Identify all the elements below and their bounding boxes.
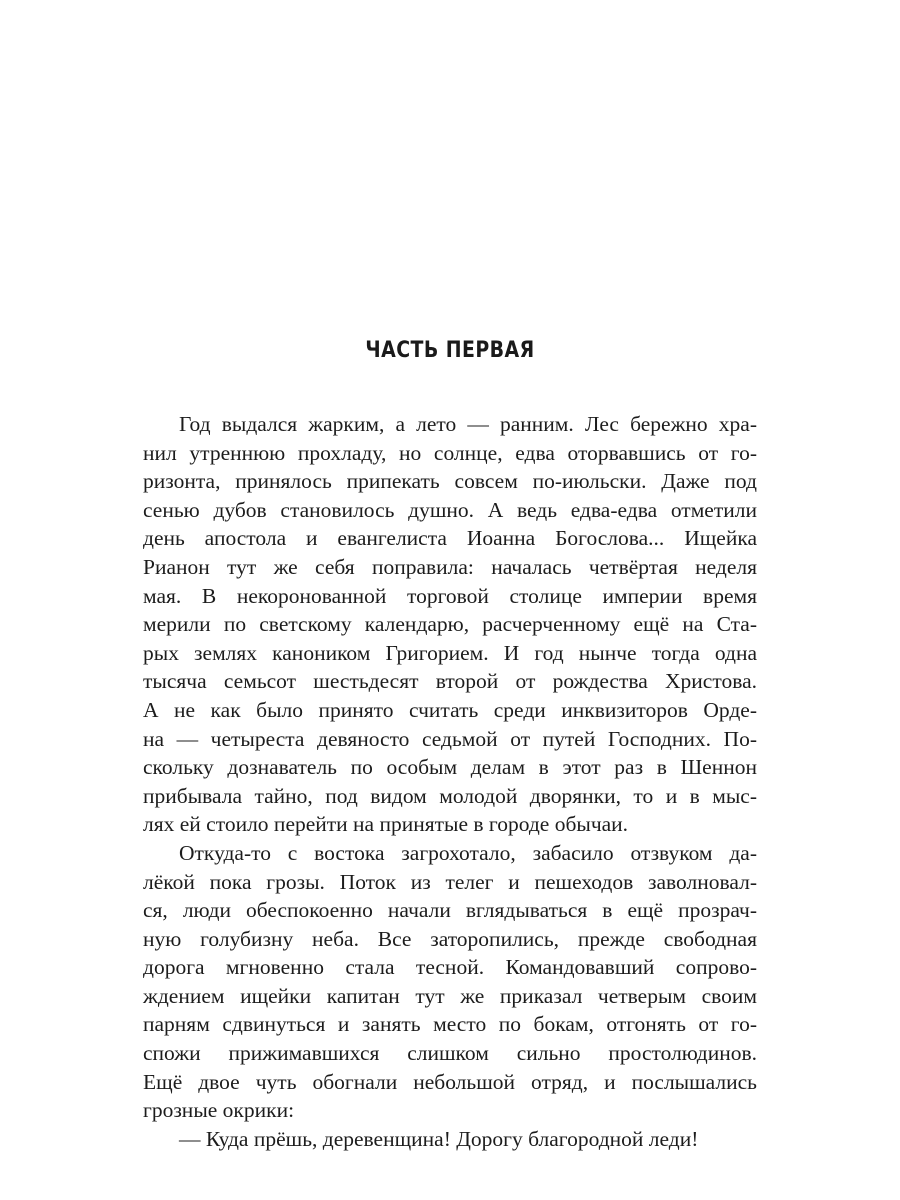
text-line: — Куда прёшь, деревенщина! Дорогу благородной леди! xyxy=(179,1126,699,1151)
text-line: прибывала тайно, под видом молодой дворянки, то и в мыс- xyxy=(143,783,757,808)
text-line: мерили по светскому календарю, расчерченному ещё на Ста- xyxy=(143,612,757,637)
text-line: Откуда-то с востока загрохотало, забасило отзвуком да- xyxy=(179,840,757,865)
text-line: дорога мгновенно стала тесной. Командовавший сопрово- xyxy=(143,955,757,980)
text-line: Ещё двое чуть обогнали небольшой отряд, и послышались xyxy=(143,1069,757,1094)
text-line: на — четыреста девяносто седьмой от путей Господних. По- xyxy=(143,726,757,751)
body-text xyxy=(143,410,757,1153)
text-line: парням сдвинуться и занять место по бокам, отгонять от го- xyxy=(143,1012,757,1037)
text-line: Год выдался жарким, а лето — ранним. Лес бережно хра- xyxy=(179,412,757,436)
text-line: спожи прижимавшихся слишком сильно простолюдинов. xyxy=(143,1041,757,1066)
text-line: А не как было принято считать среди инквизиторов Орде- xyxy=(143,697,757,722)
text-line: мая. В некоронованной торговой столице империи время xyxy=(143,583,757,608)
text-line: лях ей стоило перейти на принятые в городе обычаи. xyxy=(143,812,629,837)
text-line: Рианон тут же себя поправила: началась четвёртая неделя xyxy=(143,554,757,579)
text-line: ризонта, принялось припекать совсем по-июльски. Даже под xyxy=(143,469,757,494)
chapter-title: ЧАСТЬ ПЕРВАЯ xyxy=(365,338,535,363)
text-line: нил утреннюю прохладу, но солнце, едва оторвавшись от го- xyxy=(143,440,757,465)
text-line: рых землях каноником Григорием. И год нынче тогда одна xyxy=(143,640,757,665)
text-line: ся, люди обеспокоенно начали вглядываться в ещё прозрач- xyxy=(143,898,757,923)
text-line: скольку дознаватель по особым делам в этот раз в Шеннон xyxy=(143,755,757,780)
text-line: лёкой пока грозы. Поток из телег и пешеходов заволновал- xyxy=(143,869,757,894)
text-line: тысяча семьсот шестьдесят второй от рождества Христова. xyxy=(143,669,757,694)
text-line: грозные окрики: xyxy=(143,1098,295,1123)
text-line: сенью дубов становилось душно. А ведь едва-едва отметили xyxy=(143,497,757,522)
text-line: день апостола и евангелиста Иоанна Богослова... Ищейка xyxy=(143,526,757,551)
text-line: ную голубизну неба. Все заторопились, прежде свободная xyxy=(143,926,757,951)
text-line: ждением ищейки капитан тут же приказал четверым своим xyxy=(143,983,757,1008)
